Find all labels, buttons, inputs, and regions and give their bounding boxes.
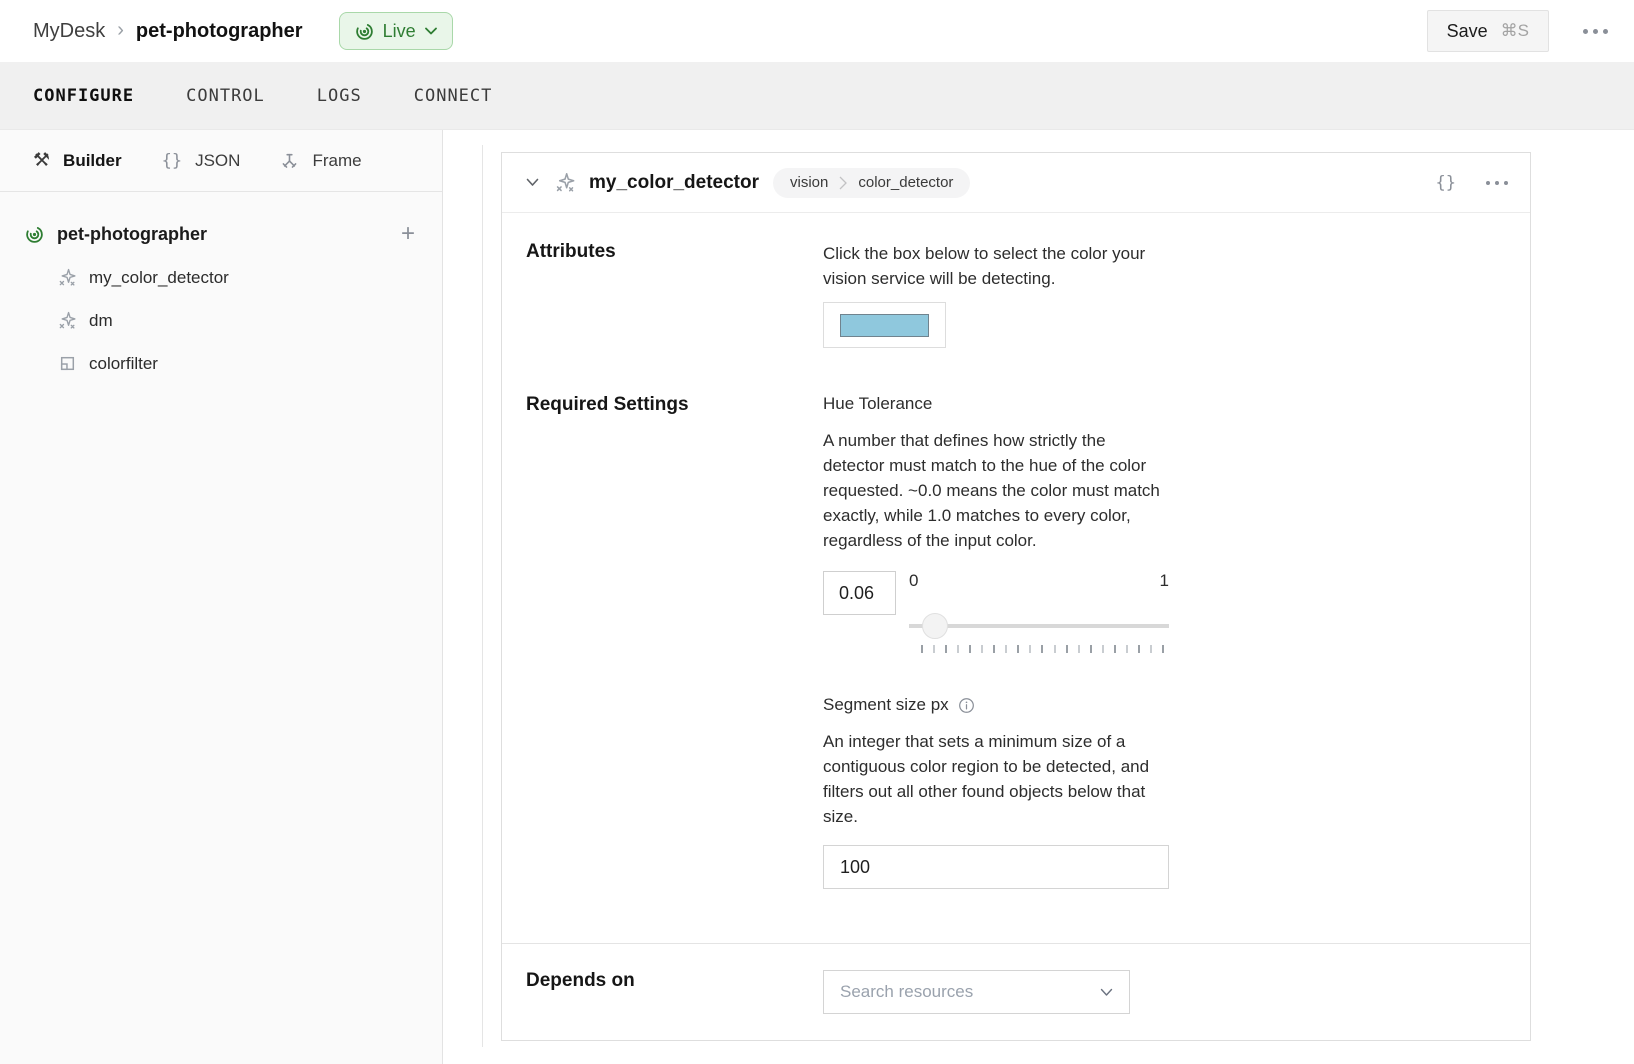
radar-live-icon bbox=[355, 22, 374, 41]
attributes-description: Click the box below to select the color your vision service will be detecting. bbox=[823, 244, 1146, 288]
save-button-label: Save bbox=[1446, 20, 1488, 41]
segment-size-description: An integer that sets a minimum size of a contiguous color region to be detected, and filters out all other found objects below that size. bbox=[823, 732, 1150, 826]
depends-on-select[interactable] bbox=[823, 970, 1130, 1014]
resource-title: my_color_detector bbox=[589, 171, 760, 193]
tree-item-label: colorfilter bbox=[89, 353, 158, 373]
segment-size-label: Segment size px bbox=[823, 695, 1169, 715]
radar-machine-icon bbox=[25, 225, 44, 244]
json-braces-icon: {} bbox=[161, 150, 183, 171]
resource-card-my-color-detector bbox=[501, 152, 1531, 1041]
save-shortcut-hint: ⌘S bbox=[1500, 21, 1529, 40]
slider-track[interactable] bbox=[909, 613, 1169, 639]
mode-builder[interactable] bbox=[33, 151, 122, 171]
collapse-chevron-icon[interactable] bbox=[522, 174, 543, 191]
service-sparkle-icon bbox=[555, 172, 576, 193]
module-square-icon bbox=[58, 354, 77, 373]
service-sparkle-icon bbox=[58, 311, 77, 330]
attributes-section bbox=[502, 213, 1530, 380]
builder-tools-icon: ⚒ bbox=[33, 150, 51, 171]
frame-axes-icon bbox=[280, 151, 299, 170]
tree-item-label: dm bbox=[89, 310, 113, 330]
slider-tick-marks bbox=[909, 645, 1169, 653]
chevron-right-icon bbox=[839, 176, 847, 190]
selected-color-swatch bbox=[840, 314, 929, 337]
hue-tolerance-slider bbox=[909, 571, 1169, 653]
breadcrumb-machine: pet-photographer bbox=[135, 19, 303, 42]
live-status-label: Live bbox=[382, 20, 416, 41]
breadcrumb-separator: › bbox=[117, 18, 124, 41]
badge-api-label: vision bbox=[790, 174, 829, 191]
tree-item-dm[interactable] bbox=[25, 299, 442, 342]
slider-min-label: 0 bbox=[909, 571, 919, 590]
color-picker-box[interactable] bbox=[823, 302, 946, 348]
depends-on-section bbox=[502, 943, 1530, 1040]
tab-logs[interactable]: LOGS bbox=[316, 85, 362, 106]
view-mode-switcher bbox=[0, 130, 442, 192]
slider-max-label: 1 bbox=[1159, 571, 1169, 590]
tab-connect[interactable]: CONNECT bbox=[413, 85, 493, 106]
chevron-down-icon bbox=[425, 27, 437, 35]
tab-configure[interactable]: CONFIGURE bbox=[33, 85, 135, 106]
breadcrumb bbox=[33, 20, 303, 43]
slider-handle[interactable] bbox=[922, 613, 948, 639]
save-button[interactable] bbox=[1427, 10, 1549, 52]
config-sidebar bbox=[0, 130, 443, 1064]
top-header bbox=[0, 0, 1634, 62]
info-icon[interactable] bbox=[958, 697, 975, 714]
card-overflow-menu-icon[interactable] bbox=[1486, 181, 1508, 185]
depends-on-heading: Depends on bbox=[526, 970, 635, 991]
tree-item-colorfilter[interactable] bbox=[25, 342, 442, 385]
breadcrumb-org[interactable]: MyDesk bbox=[33, 19, 106, 42]
live-status-dropdown[interactable] bbox=[339, 12, 453, 50]
chevron-down-icon bbox=[1100, 988, 1113, 997]
tree-root-label: pet-photographer bbox=[57, 223, 207, 244]
tree-item-my-color-detector[interactable] bbox=[25, 256, 442, 299]
tree-root-machine[interactable] bbox=[25, 212, 442, 256]
hue-tolerance-label: Hue Tolerance bbox=[823, 394, 933, 413]
mode-frame[interactable] bbox=[280, 151, 361, 171]
mode-json-label: JSON bbox=[195, 150, 241, 170]
mode-json[interactable] bbox=[162, 151, 241, 171]
config-main-panel bbox=[443, 130, 1634, 1064]
depends-on-placeholder: Search resources bbox=[840, 982, 974, 1001]
service-sparkle-icon bbox=[58, 268, 77, 287]
hue-tolerance-description: A number that defines how strictly the detector must match to the hue of the color requested. ~0.0 means the color must match exactly, while 1.0 matches to every color, regardless of the input color. bbox=[823, 431, 1160, 550]
resource-tree bbox=[0, 192, 442, 385]
card-json-toggle-icon[interactable]: {} bbox=[1435, 172, 1456, 193]
attributes-heading: Attributes bbox=[526, 241, 616, 262]
required-settings-section bbox=[502, 380, 1530, 943]
machine-tabbar bbox=[0, 62, 1634, 130]
header-overflow-menu-icon[interactable] bbox=[1583, 29, 1608, 34]
resource-type-badge bbox=[773, 168, 970, 198]
add-resource-button[interactable]: + bbox=[400, 220, 415, 247]
tree-item-label: my_color_detector bbox=[89, 267, 229, 287]
mode-builder-label: Builder bbox=[63, 150, 122, 170]
badge-model-label: color_detector bbox=[858, 174, 954, 191]
config-spine-divider bbox=[482, 145, 483, 1047]
mode-frame-label: Frame bbox=[312, 150, 362, 170]
required-settings-heading: Required Settings bbox=[526, 394, 689, 415]
tab-control[interactable]: CONTROL bbox=[186, 85, 265, 106]
hue-tolerance-input[interactable] bbox=[823, 571, 896, 615]
resource-card-header bbox=[502, 153, 1530, 213]
segment-size-input[interactable] bbox=[823, 845, 1169, 889]
